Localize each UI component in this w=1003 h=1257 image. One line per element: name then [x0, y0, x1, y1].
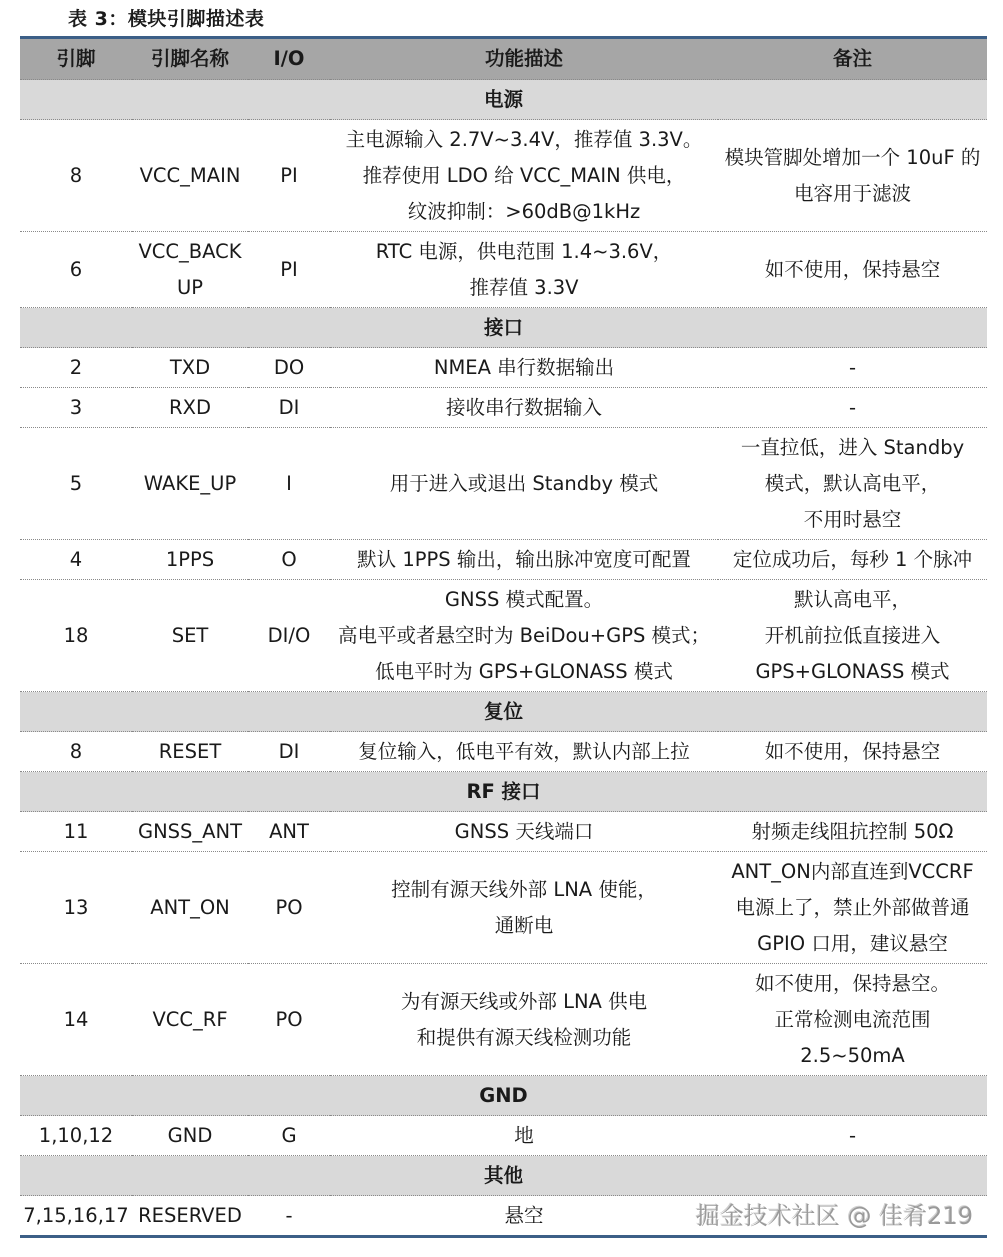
io-cell: DI	[248, 732, 330, 772]
header-pin: 引脚	[20, 38, 132, 80]
table-row	[20, 428, 987, 540]
note-cell	[718, 1196, 987, 1237]
pin-description-table	[20, 36, 987, 1238]
description-cell: 悬空	[330, 1196, 718, 1237]
note-cell	[718, 580, 987, 692]
io-cell: PO	[248, 852, 330, 964]
io-cell: O	[248, 540, 330, 580]
table-row	[20, 580, 987, 692]
section-row-power	[20, 80, 987, 120]
table-row	[20, 540, 987, 580]
section-row-gnd	[20, 1076, 987, 1116]
text-line: VCC_BACK	[138, 239, 242, 263]
section-title: 复位	[20, 692, 987, 732]
note-cell: 定位成功后，每秒 1 个脉冲	[718, 540, 987, 580]
description-cell	[330, 964, 718, 1076]
description-cell: 地	[330, 1116, 718, 1156]
pin-name-cell: GNSS_ANT	[132, 812, 248, 852]
text-line: 电源上了，禁止外部做普通	[735, 895, 970, 919]
pin-cell: 6	[20, 232, 132, 308]
description-cell: 默认 1PPS 输出，输出脉冲宽度可配置	[330, 540, 718, 580]
table-row	[20, 348, 987, 388]
pin-cell: 1,10,12	[20, 1116, 132, 1156]
pin-name-cell: GND	[132, 1116, 248, 1156]
text-line: UP	[176, 275, 204, 299]
io-cell: PI	[248, 120, 330, 232]
text-line: GPIO 口用，建议悬空	[757, 931, 948, 955]
header-pin-name: 引脚名称	[132, 38, 248, 80]
io-cell: -	[248, 1196, 330, 1237]
text-line: RTC 电源，供电范围 1.4~3.6V，	[375, 239, 673, 263]
section-title: 其他	[20, 1156, 987, 1196]
note-cell: 如不使用，保持悬空	[718, 732, 987, 772]
section-title: RF 接口	[20, 772, 987, 812]
section-row-reset	[20, 692, 987, 732]
pin-cell: 3	[20, 388, 132, 428]
pin-cell: 5	[20, 428, 132, 540]
io-cell: PI	[248, 232, 330, 308]
description-cell: 用于进入或退出 Standby 模式	[330, 428, 718, 540]
pin-name-cell: WAKE_UP	[132, 428, 248, 540]
table-row	[20, 812, 987, 852]
text-line: GNSS 模式配置。	[444, 587, 604, 611]
note-cell	[718, 428, 987, 540]
io-cell: I	[248, 428, 330, 540]
table-row	[20, 120, 987, 232]
text-line: 纹波抑制：>60dB@1kHz	[407, 199, 641, 223]
pin-cell: 14	[20, 964, 132, 1076]
pin-name-cell: VCC_MAIN	[132, 120, 248, 232]
pin-name-cell: ANT_ON	[132, 852, 248, 964]
pin-name-cell: 1PPS	[132, 540, 248, 580]
text-line: 低电平时为 GPS+GLONASS 模式	[375, 659, 673, 683]
section-title: GND	[20, 1076, 987, 1116]
text-line: 为有源天线或外部 LNA 供电	[400, 989, 648, 1013]
text-line: 不用时悬空	[803, 507, 902, 531]
description-cell: GNSS 天线端口	[330, 812, 718, 852]
pin-name-cell: SET	[132, 580, 248, 692]
text-line: 如不使用，保持悬空。	[754, 971, 950, 995]
description-cell	[330, 232, 718, 308]
io-cell: ANT	[248, 812, 330, 852]
description-cell	[330, 580, 718, 692]
table-row	[20, 1196, 987, 1237]
text-line: 控制有源天线外部 LNA 使能，	[391, 877, 657, 901]
description-cell	[330, 852, 718, 964]
description-cell: 接收串行数据输入	[330, 388, 718, 428]
pin-name-cell: RESET	[132, 732, 248, 772]
header-row	[20, 38, 987, 80]
text-line: 推荐值 3.3V	[469, 275, 579, 299]
text-line: 和提供有源天线检测功能	[416, 1025, 632, 1049]
text-line: 正常检测电流范围	[774, 1007, 931, 1031]
io-cell: DI	[248, 388, 330, 428]
pin-cell: 13	[20, 852, 132, 964]
section-title: 电源	[20, 80, 987, 120]
text-line: 开机前拉低直接进入	[764, 623, 941, 647]
text-line: 电容用于滤波	[793, 181, 911, 205]
table-caption: 表 3：模块引脚描述表	[68, 8, 265, 30]
header-io: I/O	[248, 38, 330, 80]
text-line: 主电源输入 2.7V~3.4V，推荐值 3.3V。	[345, 127, 703, 151]
text-line: 默认高电平，	[793, 587, 911, 611]
io-cell: DI/O	[248, 580, 330, 692]
description-cell: NMEA 串行数据输出	[330, 348, 718, 388]
text-line: 一直拉低，进入 Standby	[740, 435, 965, 459]
section-title: 接口	[20, 308, 987, 348]
note-cell	[718, 964, 987, 1076]
text-line: ANT_ON内部直连到VCCRF	[731, 859, 974, 883]
table-row	[20, 964, 987, 1076]
header-description: 功能描述	[330, 38, 718, 80]
pin-cell: 8	[20, 732, 132, 772]
pin-name-cell: RXD	[132, 388, 248, 428]
text-line: 模块管脚处增加一个 10uF 的	[724, 145, 981, 169]
note-cell: -	[718, 1116, 987, 1156]
io-cell: PO	[248, 964, 330, 1076]
pin-name-cell: TXD	[132, 348, 248, 388]
pin-name-cell	[132, 232, 248, 308]
note-cell: -	[718, 348, 987, 388]
table-row	[20, 388, 987, 428]
io-cell: G	[248, 1116, 330, 1156]
section-row-interface	[20, 308, 987, 348]
table-row	[20, 232, 987, 308]
io-cell: DO	[248, 348, 330, 388]
description-cell	[330, 120, 718, 232]
watermark-text: 掘金技术社区 @ 佳肴219	[695, 1202, 973, 1230]
pin-cell: 7,15,16,17	[20, 1196, 132, 1237]
pin-cell: 11	[20, 812, 132, 852]
pin-cell: 18	[20, 580, 132, 692]
table-row	[20, 852, 987, 964]
section-row-other	[20, 1156, 987, 1196]
table-row	[20, 732, 987, 772]
section-row-rf	[20, 772, 987, 812]
pin-cell: 2	[20, 348, 132, 388]
note-cell: 如不使用，保持悬空	[718, 232, 987, 308]
description-cell: 复位输入，低电平有效，默认内部上拉	[330, 732, 718, 772]
pin-name-cell: RESERVED	[132, 1196, 248, 1237]
note-cell: 射频走线阻抗控制 50Ω	[718, 812, 987, 852]
text-line: GPS+GLONASS 模式	[755, 659, 950, 683]
text-line: 2.5~50mA	[800, 1043, 905, 1067]
text-line: 高电平或者悬空时为 BeiDou+GPS 模式；	[337, 623, 711, 647]
header-note: 备注	[718, 38, 987, 80]
note-cell	[718, 852, 987, 964]
text-line: 模式，默认高电平，	[764, 471, 941, 495]
text-line: 通断电	[494, 913, 554, 937]
text-line: 推荐使用 LDO 给 VCC_MAIN 供电，	[362, 163, 686, 187]
table-row	[20, 1116, 987, 1156]
pin-name-cell: VCC_RF	[132, 964, 248, 1076]
note-cell	[718, 120, 987, 232]
pin-cell: 4	[20, 540, 132, 580]
note-cell: -	[718, 388, 987, 428]
pin-cell: 8	[20, 120, 132, 232]
